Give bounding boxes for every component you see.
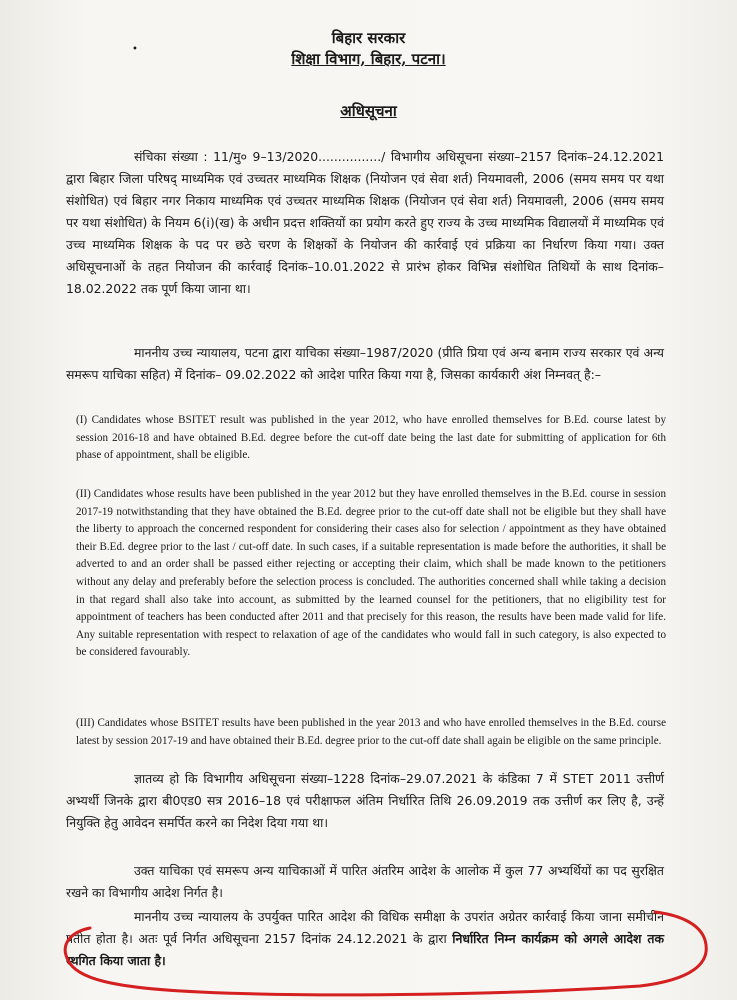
department-name: शिक्षा विभाग, बिहार, पटना। bbox=[291, 50, 446, 68]
paragraph-interim-order: उक्त याचिका एवं समरूप अन्य याचिकाओं में पारित अंतरिम आदेश के आलोक में कुल 77 अभ्यर्थियों का पद सुरक्षित रखने का विभागीय आदेश निर्गत है। bbox=[66, 863, 664, 900]
letterhead bbox=[0, 28, 737, 70]
paragraph-court-order: माननीय उच्च न्यायालय, पटना द्वारा याचिका संख्या–1987/2020 (प्रीति प्रिया एवं अन्य बनाम राज्य सरकार एवं अन्य समरूप याचिका सहित) में दिनांक– 09.02.2022 को आदेश पारित किया गया है, जिसका कार्यकारी अंश निम्नवत् है:– bbox=[66, 345, 664, 382]
order-clause-2: (II) Candidates whose results have been published in the year 2012 but they have enrolled themselves in the B.Ed. course in session 2017-19 notwithstanding that they have obtained the B.Ed. degree prior to the cut-off date shall not be eligible but they shall have the liberty to approach the concerned respondent for considering their cases also for selection / appointment as they have obtained their B.Ed. degree prior to the last / cut-off date. In such cases, if a suitable representation is made before the authorities, it shall be adverted to and an order shall be passed either rejecting or accepting their claim, which shall be made known to the petitioners without any delay and preferably before the selection process is concluded. The authorities concerned shall while taking a decision in that regard shall also take into account, as submitted by the learned counsel for the petitioners, that no eligibility test for appointment of teachers has been conducted after 2011 and that precisely for this reason, the results have been made valid for life. Any suitable representation with respect to relaxation of age of the candidates who would fall in such category, is also expected to be considered favourably. bbox=[76, 488, 666, 659]
paragraph-decision bbox=[66, 906, 664, 972]
notification-title: अधिसूचना bbox=[340, 102, 397, 120]
speck: • bbox=[132, 44, 138, 55]
decision-text-bold: निर्धारित निम्न कार्यक्रम को अगले आदेश तक स्थगित किया जाता है। bbox=[66, 931, 664, 968]
decision-text: माननीय उच्च न्यायालय के उपर्युक्त पारित आदेश की विधिक समीक्षा के उपरांत अग्रेतर कार्रवाई किया जाना समीचीन प्रतीत होता है। अतः पूर्व निर्गत अधिसूचना 2157 दिनांक 24.12.2021 के द्वारा bbox=[66, 909, 664, 946]
order-clause-3: (III) Candidates whose BSITET results have been published in the year 2013 and who have enrolled themselves in the B.Ed. course latest by session 2017-19 and have obtained their B.Ed. degree prior to the cut-off date shall again be eligible on the same principle. bbox=[76, 717, 666, 747]
government-name: बिहार सरकार bbox=[331, 29, 406, 47]
paragraph-stet-note: ज्ञातव्य हो कि विभागीय अधिसूचना संख्या–1228 दिनांक–29.07.2021 के कंडिका 7 में STET 2011 उत्तीर्ण अभ्यर्थी जिनके द्वारा बी0एड0 सत्र 2016–18 एवं परीक्षाफल अंतिम निर्धारित तिथि 26.09.2019 तक उत्तीर्ण कर लिए है, उन्हें नियुक्ति हेतु आवेदन समर्पित करने का निदेश दिया गया था। bbox=[66, 771, 664, 830]
paragraph-reference: संचिका संख्या : 11/मु० 9–13/2020................/ विभागीय अधिसूचना संख्या–2157 दिनांक–24.12.2021 द्वारा बिहार जिला परिषद् माध्यमिक एवं उच्चतर माध्यमिक शिक्षक (नियोजन एवं सेवा शर्त) नियमावली, 2006 (समय समय पर यथा संशोधित) एवं बिहार नगर निकाय माध्यमिक एवं उच्चतर माध्यमिक शिक्षक (नियोजन एवं सेवा शर्त) नियमावली, 2006 (समय समय पर यथा संशोधित) के नियम 6(i)(ख) के अधीन प्रदत्त शक्तियों का प्रयोग करते हुए राज्य के उच्च माध्यमिक विद्यालयों में माध्यमिक एवं उच्च माध्यमिक शिक्षक के पद पर छठे चरण के शिक्षकों के नियोजन की कार्रवाई एवं प्रक्रिया का निर्धारण किया गया। उक्त अधिसूचनाओं के तहत नियोजन की कार्रवाई दिनांक–10.01.2022 से प्रारंभ होकर विभिन्न संशोधित तिथियों के साथ दिनांक–18.02.2022 तक पूर्ण किया जाना था। bbox=[66, 149, 664, 296]
order-clause-1: (I) Candidates whose BSITET result was published in the year 2012, who have enrolled themselves for B.Ed. course latest by session 2016-18 and have obtained B.Ed. degree before the cut-off date being the last date for submitting of application for 6th phase of appointment, shall be eligible. bbox=[76, 414, 666, 462]
